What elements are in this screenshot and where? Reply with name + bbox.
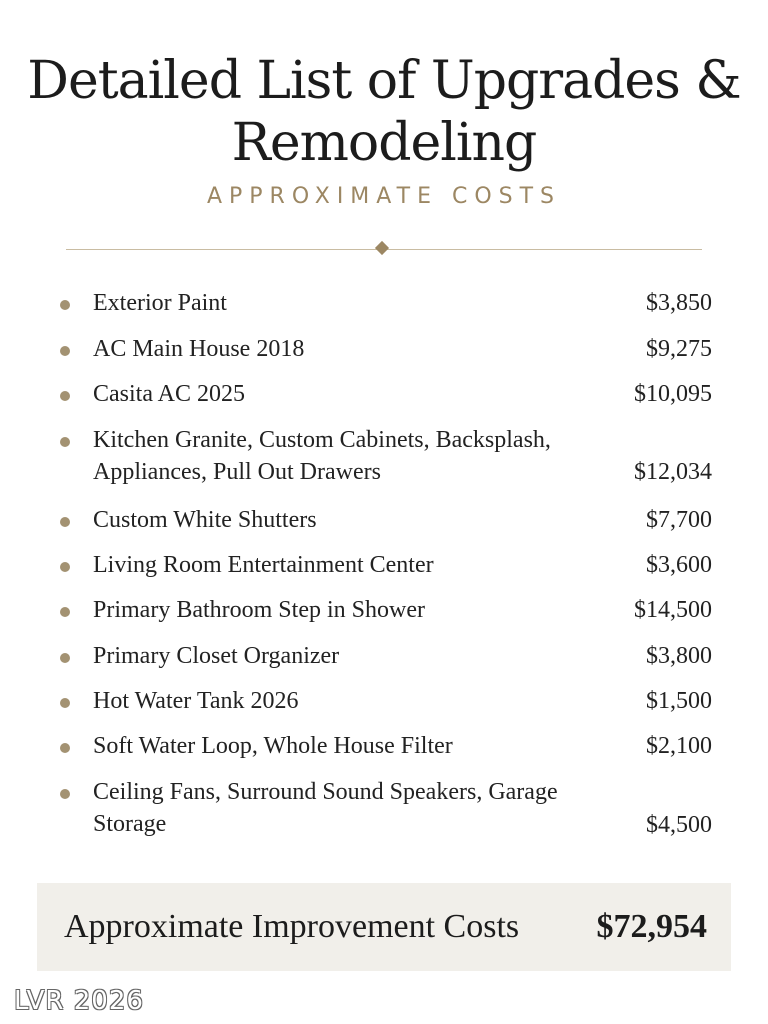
- item-label: Primary Bathroom Step in Shower: [93, 597, 425, 623]
- item-price: $1,500: [646, 688, 712, 714]
- item-label: Kitchen Granite, Custom Cabinets, Backsplash, Appliances, Pull Out Drawers: [93, 427, 551, 485]
- page-subtitle: APPROXIMATE COSTS: [206, 184, 562, 209]
- item-label: Casita AC 2025: [93, 381, 246, 407]
- item-label: Hot Water Tank 2026: [93, 688, 299, 714]
- item-label: Exterior Paint: [93, 290, 227, 316]
- item-price: $4,500: [646, 812, 712, 838]
- item-price: $3,800: [646, 643, 712, 669]
- bullet-icon: [60, 346, 70, 356]
- bullet-icon: [60, 437, 70, 447]
- diamond-ornament-icon: [375, 241, 389, 255]
- item-label: Ceiling Fans, Surround Sound Speakers, Garage Storage: [93, 779, 558, 837]
- total-value: $72,954: [596, 908, 707, 945]
- total-label: Approximate Improvement Costs: [64, 908, 520, 945]
- item-price: $2,100: [646, 733, 712, 759]
- bullet-icon: [60, 698, 70, 708]
- item-label: Custom White Shutters: [93, 507, 317, 533]
- page-title: Detailed List of Upgrades & Remodeling: [27, 51, 741, 173]
- bullet-icon: [60, 653, 70, 663]
- item-label: Living Room Entertainment Center: [93, 552, 434, 578]
- item-label: AC Main House 2018: [93, 336, 305, 362]
- item-price: $10,095: [634, 381, 712, 407]
- bullet-icon: [60, 562, 70, 572]
- item-price: $12,034: [634, 459, 712, 485]
- item-price: $14,500: [634, 597, 712, 623]
- bullet-icon: [60, 300, 70, 310]
- bullet-icon: [60, 743, 70, 753]
- watermark: LVR 2026: [14, 986, 144, 1016]
- total-panel: [37, 883, 731, 971]
- item-price: $3,850: [646, 290, 712, 316]
- item-label: Primary Closet Organizer: [93, 643, 340, 669]
- item-price: $7,700: [646, 507, 712, 533]
- bullet-icon: [60, 789, 70, 799]
- bullet-icon: [60, 607, 70, 617]
- bullet-icon: [60, 391, 70, 401]
- item-label: Soft Water Loop, Whole House Filter: [93, 733, 453, 759]
- item-price: $3,600: [646, 552, 712, 578]
- item-price: $9,275: [646, 336, 712, 362]
- bullet-icon: [60, 517, 70, 527]
